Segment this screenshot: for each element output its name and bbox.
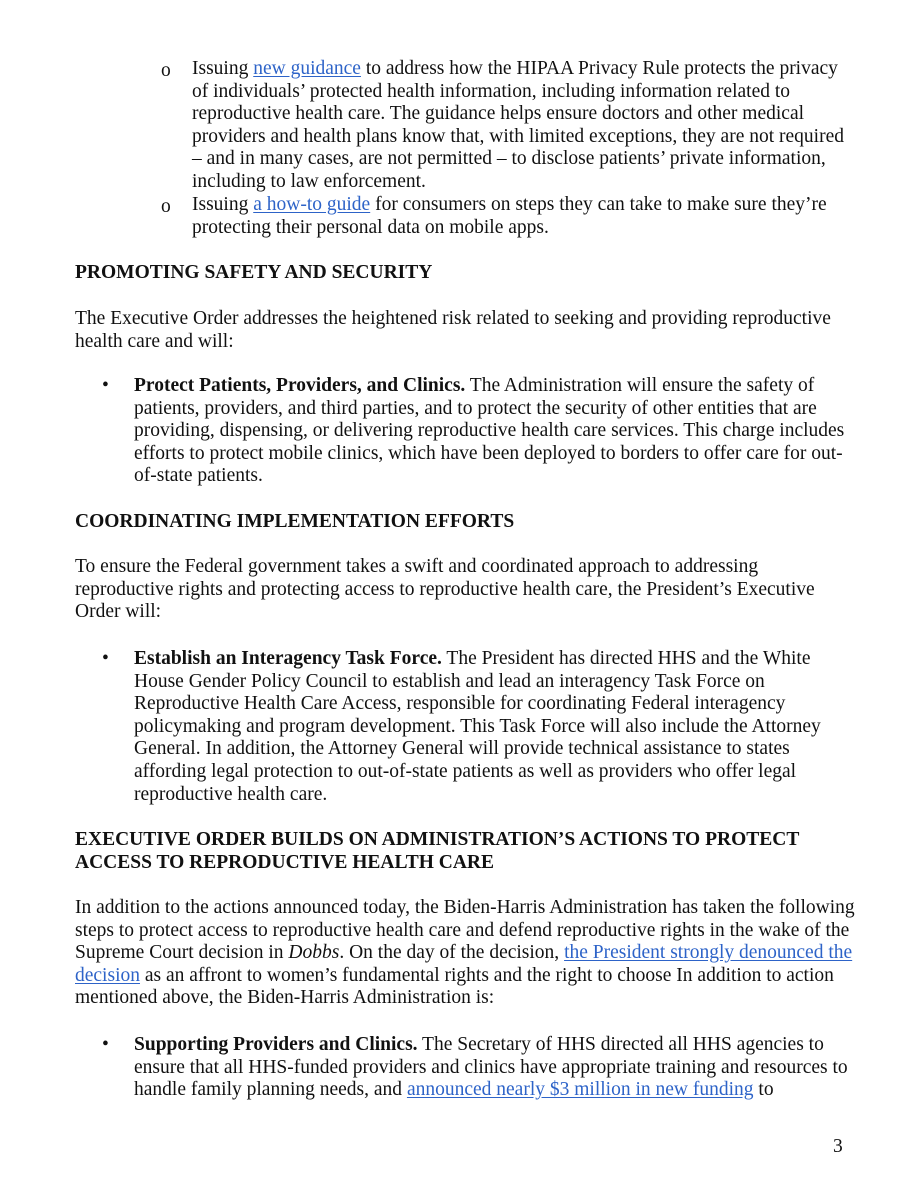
builds-bullet: [134, 1034, 859, 1102]
builds-intro-paragraph: [75, 897, 855, 1010]
new-guidance-link[interactable]: new guidance: [253, 58, 361, 79]
bullet-marker: •: [102, 375, 109, 396]
bullet-text: The Secretary of HHS directed all HHS agencies to ensure that all HHS-funded providers and clinics have appropriate training and resources to handle family planning needs, and: [134, 1034, 848, 1101]
guidance-item-text-post: for consumers on steps they can take to make sure they’re protecting their personal data on mobile apps.: [192, 194, 827, 238]
guidance-item-hipaa: [192, 58, 852, 194]
case-name: Dobbs: [288, 942, 340, 964]
page-number: 3: [833, 1136, 843, 1157]
bullet-lead: Establish an Interagency Task Force.: [134, 648, 442, 669]
funding-announcement-link[interactable]: announced nearly $3 million in new funding: [406, 1079, 754, 1101]
sub-bullet-marker: o: [161, 60, 171, 81]
bullet-marker: •: [102, 1034, 109, 1055]
bullet-text: The Administration will ensure the safety of patients, providers, and third parties, and to protect the security of other entities that are providing, dispensing, or delivering reproductive health care services. This charge includes efforts to protect mobile clinics, which have been deployed to borders to offer care for out-of-state patients.: [134, 375, 845, 487]
coordinating-intro-paragraph: To ensure the Federal government takes a swift and coordinated approach to addressing reproductive rights and protecting access to reproductive health care, the President’s Executive Order will:: [75, 556, 815, 623]
section-heading-coordinating: COORDINATING IMPLEMENTATION EFFORTS: [75, 511, 515, 532]
safety-bullet: [134, 375, 859, 488]
how-to-guide-link[interactable]: a how-to guide: [253, 194, 371, 215]
guidance-item-text-pre: Issuing: [192, 58, 254, 79]
bullet-text-post: to: [753, 1079, 774, 1101]
builds-intro-post: as an affront to women’s fundamental rights and the right to choose In addition to action mentioned above, the Biden-Harris Administration is:: [75, 964, 834, 1009]
safety-intro-paragraph: The Executive Order addresses the heightened risk related to seeking and providing reproductive health care and will:: [75, 308, 831, 352]
guidance-item-text-pre: Issuing: [192, 194, 254, 215]
builds-intro-pre: In addition to the actions announced today, the Biden-Harris Administration has taken the following steps to protect access to reproductive health care and defend reproductive rights in the wake of the Supreme Court decision in: [75, 897, 855, 964]
section-heading-builds: EXECUTIVE ORDER BUILDS ON ADMINISTRATION’S ACTIONS TO PROTECT ACCESS TO REPRODUCTIVE HEALTH CARE: [75, 829, 800, 873]
bullet-marker: •: [102, 648, 109, 669]
coordinating-bullet: [134, 648, 859, 806]
bullet-text: The President has directed HHS and the White House Gender Policy Council to establish and lead an interagency Task Force on Reproductive Health Care Access, responsible for coordinating Federal interagency policymaking and program development. This Task Force will also include the Attorney General. In addition, the Attorney General will provide technical assistance to states affording legal protection to out-of-state patients as well as providers who offer legal reproductive health care.: [134, 648, 821, 805]
guidance-item-text-post: to address how the HIPAA Privacy Rule protects the privacy of individuals’ protected health information, including information related to reproductive health care. The guidance helps ensure doctors and other medical providers and health plans know that, with limited exceptions, they are not required – and in many cases, are not permitted – to disclose patients’ private information, including to law enforcement.: [192, 58, 844, 192]
bullet-lead: Supporting Providers and Clinics.: [134, 1034, 418, 1055]
builds-intro-mid: . On the day of the decision,: [339, 942, 565, 964]
bullet-lead: Protect Patients, Providers, and Clinics.: [134, 375, 466, 396]
president-denounced-link[interactable]: the President strongly denounced the decision: [75, 942, 853, 986]
section-heading-safety: PROMOTING SAFETY AND SECURITY: [75, 262, 433, 283]
guidance-item-howto: [192, 194, 852, 239]
sub-bullet-marker: o: [161, 196, 171, 217]
